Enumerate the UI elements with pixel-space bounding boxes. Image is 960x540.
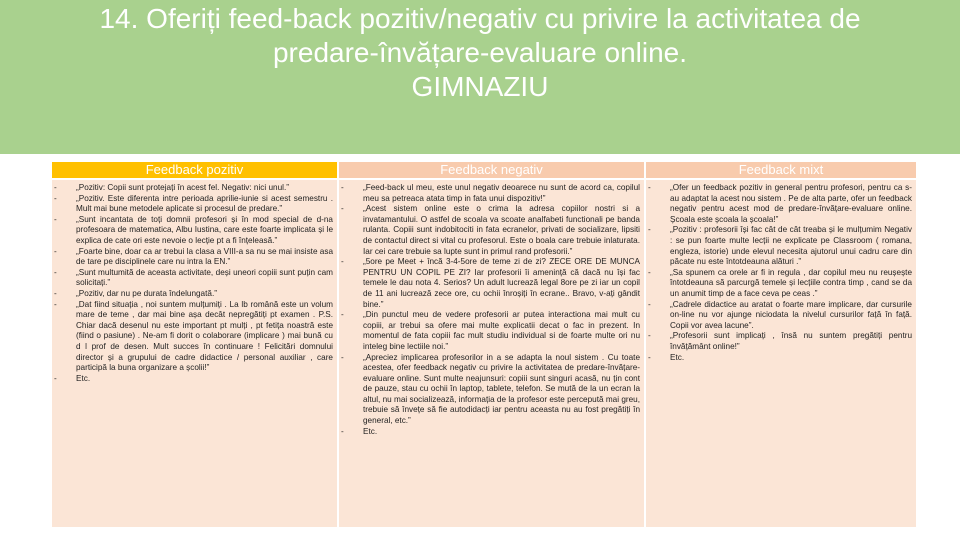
feedback-item-text: „Apreciez implicarea profesorilor in a se adapta la noul sistem . Cu toate acestea, ofer feedback negativ cu privire la activitatea de predare-învățare-evaluare online. Sunt multe neajunsuri: copiii sunt singuri acasă, nu țin cont de pauze, stau cu ochii în laptop, tablete, telefon. Se mută de la un ecran la altul, nu mai socializează, informația de la profesor este percepută mai greu, trebuie să învețe să fie autodidacți iar pentru aceasta nu au fost pregătiți în general, etc.”	[363, 352, 640, 426]
feedback-item-text: „Cadrele didactice au aratat o foarte mare implicare, dar cursurile on-line nu vor ajunge niciodata la nivelul cursurilor față în față. Copii vor avea lacune”.	[670, 299, 912, 330]
bullet-marker: -	[341, 426, 344, 436]
mixed-cell	[646, 178, 916, 527]
bullet-marker: -	[341, 310, 344, 320]
bullet-marker: -	[648, 352, 651, 362]
feedback-item	[341, 427, 640, 438]
bullet-marker: -	[54, 288, 57, 298]
feedback-item-text: „Din punctul meu de vedere profesorii ar putea interactiona mai mult cu copiii, ar trebui sa ofere mai multe explicatii decat o fac in prezent. In momentul de fata copiii fac mult studiu individual si de foarte multe ori nu inteleg bine lectiile noi.”	[363, 310, 640, 351]
bullet-marker: -	[54, 193, 57, 203]
feedback-item	[648, 225, 912, 267]
feedback-item	[54, 183, 333, 194]
feedback-item	[648, 300, 912, 332]
feedback-item	[341, 183, 640, 204]
feedback-item-text: „Sunt incantata de toți domnii profesori și în mod special de d-na profesoara de matematica, Albu Iustina, care este foarte implicata și le explica de cate ori este nevoie o lecție pt a fi înțeleasă.”	[76, 214, 333, 245]
bullet-marker: -	[54, 183, 57, 192]
header-row	[52, 162, 916, 178]
title-line-1: 14. Oferiți feed-back pozitiv/negativ cu privire la activitatea de	[99, 3, 861, 34]
feedback-item	[54, 215, 333, 247]
feedback-item-text: „Sa spunem ca orele ar fi in regula , dar copilul meu nu reușește întotdeauna să parcurgă temele și lecțiile contra timp , cand se da un anumit timp de a face ceva pe ceas .”	[670, 267, 912, 298]
negative-list	[341, 183, 640, 437]
feedback-item	[341, 204, 640, 257]
feedback-item	[648, 353, 912, 364]
feedback-item	[341, 310, 640, 352]
bullet-marker: -	[648, 225, 651, 235]
mixed-list	[648, 183, 912, 363]
feedback-item-text: „Pozitiv. Este diferenta intre perioada aprilie-iunie si acest semestru . Mult mai bune metodele aplicate si procesul de predare.”	[76, 193, 333, 214]
feedback-item	[54, 289, 333, 300]
feedback-table	[50, 162, 918, 527]
bullet-marker: -	[648, 267, 651, 277]
feedback-item-text: Etc.	[363, 426, 378, 436]
bullet-marker: -	[54, 246, 57, 256]
slide-title	[0, 2, 960, 104]
feedback-item	[54, 194, 333, 215]
feedback-item	[648, 183, 912, 225]
feedback-item-text: „Dat fiind situația , noi suntem mulțumiți . La lb română este un volum mare de teme , dar mai bine așa decât nepregătiți pt examen . P.S. Chiar dacă desenul nu este important pt mulți , pt fetița noastră este (fiind o pasiune) . Ne-am fi dorit o colaborare (implicare ) mai bună cu d l prof de desen. Mult succes în continuare ! Felicitări domnului director și a grupului de cadre didactice / personal auxiliar , care participă la buna organizare a școlii!”	[76, 299, 333, 373]
feedback-item-text: „Pozitiv : profesorii își fac cât de cât treaba și le mulțumim Negativ : se pun foarte multe lecții ne explicate pe Classroom ( romana, engleza, istorie) unde elevul necesita ajutorul unui cadru care din păcate nu este întotdeauna alături .”	[670, 225, 912, 267]
bullet-marker: -	[648, 299, 651, 309]
feedback-item	[54, 374, 333, 385]
feedback-item-text: „Sunt multumită de aceasta activitate, deși uneori copiii sunt puțin cam solicitați.”	[76, 267, 333, 288]
feedback-item-text: „Feed-back ul meu, este unul negativ deoarece nu sunt de acord ca, copilul meu sa petreaca atata timp in fata unui dispozitiv!”	[363, 183, 640, 203]
bullet-marker: -	[648, 331, 651, 341]
content-row	[52, 178, 916, 527]
feedback-item	[341, 353, 640, 427]
bullet-marker: -	[341, 183, 344, 192]
positive-cell	[52, 178, 337, 527]
feedback-item	[648, 331, 912, 352]
feedback-item	[54, 247, 333, 268]
title-line-3: GIMNAZIU	[411, 71, 549, 102]
feedback-item	[54, 300, 333, 374]
feedback-item	[648, 268, 912, 300]
feedback-item-text: „Ofer un feedback pozitiv in general pentru profesori, pentru ca s-au adaptat la acest nou sistem . Pe de alta parte, ofer un feedback negativ pentru acest mod de predare-învățare-evaluare online. Școala este școala la școala!”	[670, 183, 912, 224]
header-feedback-mixt: Feedback mixt	[646, 162, 916, 178]
feedback-item-text: „Foarte bine, doar ca ar trebui la clasa a VIII-a sa nu se mai insiste asa de tare pe disciplinele care nu intra la EN.”	[76, 246, 333, 267]
bullet-marker: -	[648, 183, 651, 192]
feedback-item-text: „Acest sistem online este o crima la adresa copiilor nostri si a invatamantului. O astfel de scoala va scoate analfabeti functionali pe banda rulanta. Copiii sunt indobitociti in fata ecranelor, privati de socializare, lipsiti de contactul direct si vital cu profesorul. Este o boala care trebuie inlaturata. Iar cei care trebuie sa lupte sunt in primul rand profesorii.”	[363, 204, 640, 256]
bullet-marker: -	[54, 267, 57, 277]
bullet-marker: -	[341, 257, 344, 267]
header-feedback-negativ: Feedback negativ	[339, 162, 644, 178]
feedback-item-text: „5ore pe Meet + încă 3-4-5ore de teme zi de zi? ZECE ORE DE MUNCA PENTRU UN COPIL PE ZI? Iar profesorii îi amenință că dacă nu își fac temele le dau nota 4. Serios? Un adult lucrează legal 8ore pe zi iar un copil de 11 ani lucrează zece ore, cu ochii înroșiți în ecrane.. Bravo, v-ați gândit bine.”	[363, 257, 640, 309]
bullet-marker: -	[54, 373, 57, 383]
header-feedback-pozitiv: Feedback pozitiv	[52, 162, 337, 178]
feedback-item-text: „Pozitiv: Copii sunt protejați în acest fel. Negativ: nici unul.”	[76, 183, 289, 192]
positive-list	[54, 183, 333, 384]
bullet-marker: -	[341, 204, 344, 214]
negative-cell	[339, 178, 644, 527]
feedback-item-text: „Profesorii sunt implicați , însă nu suntem pregătiți pentru învățământ online!”	[670, 331, 912, 351]
bullet-marker: -	[341, 352, 344, 362]
bullet-marker: -	[54, 299, 57, 309]
bullet-marker: -	[54, 214, 57, 224]
feedback-item	[54, 268, 333, 289]
title-line-2: predare-învățare-evaluare online.	[272, 37, 688, 68]
feedback-item-text: „Pozitiv, dar nu pe durata îndelungată.”	[76, 288, 217, 298]
feedback-item	[341, 257, 640, 310]
feedback-item-text: Etc.	[670, 352, 685, 362]
feedback-item-text: Etc.	[76, 373, 91, 383]
